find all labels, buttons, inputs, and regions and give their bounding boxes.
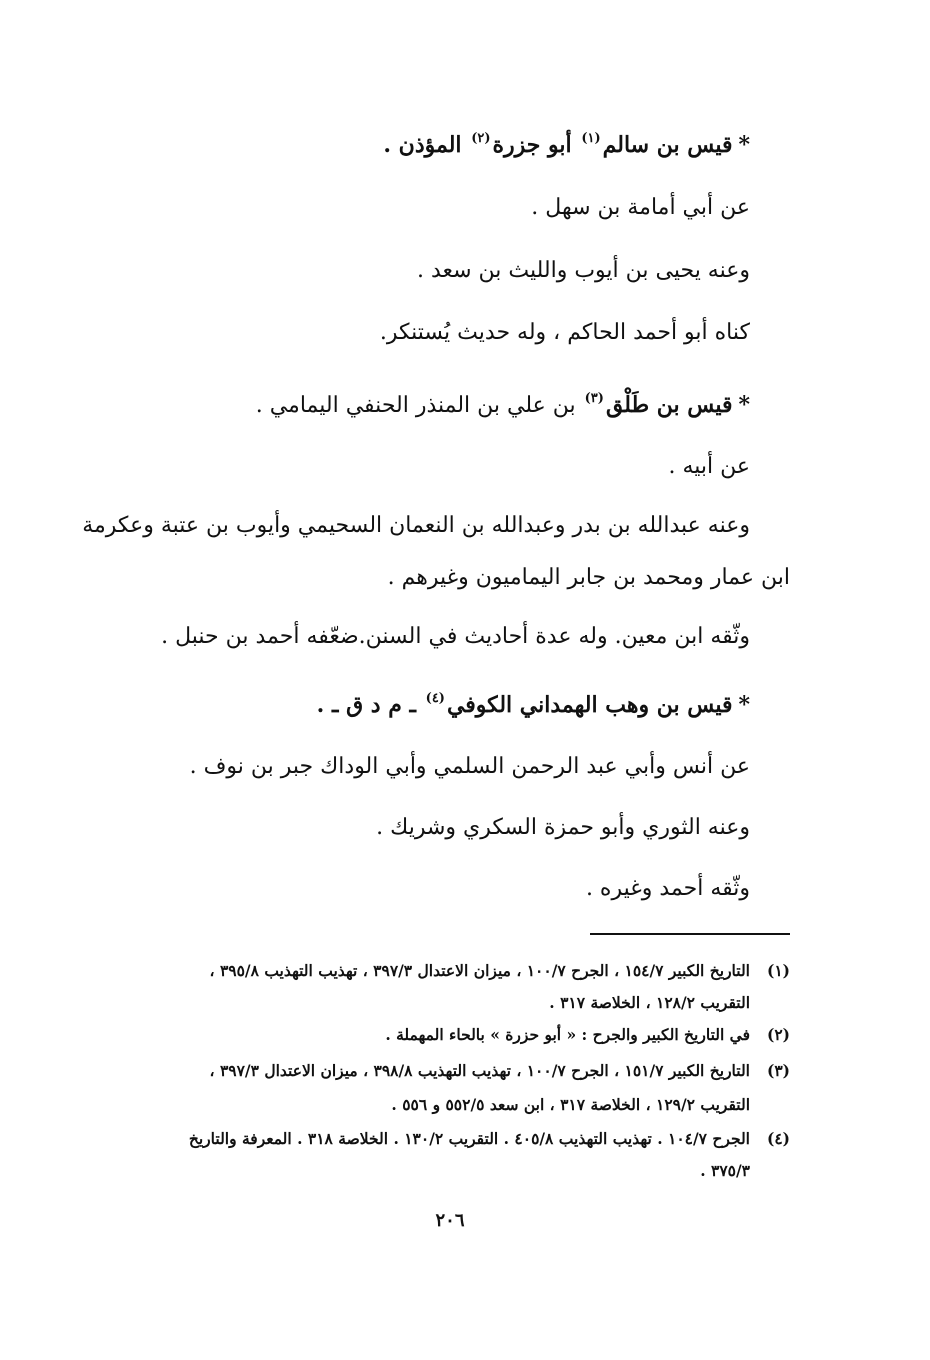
footnote-marker: (١) [581, 131, 601, 146]
text-run: عن أنس وأبي عبد الرحمن السلمي وأبي الوداك جبر بن نوف . [189, 754, 750, 779]
entry-star-marker: * [738, 692, 750, 718]
footnote-text: التقريب ١٢٨/٢ ، الخلاصة ٣١٧ . [549, 993, 750, 1012]
text-line [110, 256, 750, 286]
footnote-text: في التاريخ الكبير والجرح : « أبو حزرة » بالحاء المهملة . [385, 1025, 750, 1044]
text-run: أبو جزرة [492, 132, 580, 158]
text-run: قيس بن وهب الهمداني الكوفي [446, 692, 733, 718]
footnote-number: (٣) [766, 1061, 790, 1080]
footnote-marker: (٣) [584, 391, 604, 406]
text-run: المؤذن . [383, 132, 470, 158]
text-run: كناه أبو أحمد الحاكم ، وله حديث يُستنكر. [379, 320, 750, 345]
footnote-text: التاريخ الكبير ١٥١/٧ ، الجرح ١٠٠/٧ ، تهذيب التهذيب ٣٩٨/٨ ، ميزان الاعتدال ٣٩٧/٣ ، [209, 1061, 750, 1080]
text-run: وعنه عبدالله بن بدر وعبدالله بن النعمان السحيمي وأيوب بن عتبة وعكرمة [82, 513, 750, 538]
entry-qays-bin-salim-heading [110, 130, 750, 164]
text-line [110, 622, 750, 652]
text-line [110, 452, 750, 482]
text-run: وثّقه ابن معين. وله عدة أحاديث في السنن.ضعّفه أحمد بن حنبل . [161, 624, 750, 649]
text-run: ـ م د ق ـ . [316, 692, 424, 718]
text-line [82, 511, 750, 541]
text-line [110, 752, 750, 782]
text-line [150, 563, 790, 593]
entry-qays-bin-wahb-heading [110, 690, 750, 724]
footnote-text: التقريب ١٢٩/٢ ، الخلاصة ٣١٧ ، ابن سعد ٥٥٢/٥ و ٥٥٦ . [391, 1095, 750, 1114]
text-run: بن علي بن المنذر الحنفي اليمامي . [255, 393, 583, 418]
text-line [110, 318, 750, 348]
text-line [110, 193, 750, 223]
text-run: عن أبي أمامة بن سهل . [531, 195, 750, 220]
footnote-divider [590, 933, 790, 935]
footnote-marker: (٤) [425, 691, 445, 706]
entry-star-marker: * [738, 132, 750, 158]
text-run: وثّقه أحمد وغيره . [585, 876, 750, 901]
text-run: قيس بن طَلْق [605, 392, 733, 418]
page-number: ٢٠٦ [435, 1210, 465, 1231]
text-run: عن أبيه . [668, 454, 750, 479]
text-line [110, 874, 750, 904]
footnote-marker: (٢) [471, 131, 491, 146]
entry-qays-bin-talq-heading [110, 390, 750, 424]
footnote-number: (١) [766, 961, 790, 980]
text-line [110, 813, 750, 843]
entry-star-marker: * [738, 392, 750, 418]
text-run: وعنه الثوري وأبو حمزة السكري وشريك . [376, 815, 750, 840]
footnote-number: (٢) [766, 1025, 790, 1044]
text-run: وعنه يحيى بن أيوب والليث بن سعد . [416, 258, 750, 283]
footnote-text: ٣٧٥/٣ . [700, 1161, 750, 1180]
footnote-number: (٤) [766, 1129, 790, 1148]
text-run: قيس بن سالم [602, 132, 733, 158]
footnote-text: الجرح ١٠٤/٧ . تهذيب التهذيب ٤٠٥/٨ . التقريب ١٣٠/٢ . الخلاصة ٣١٨ . المعرفة والتاريخ [188, 1129, 750, 1148]
text-run: ابن عمار ومحمد بن جابر اليماميون وغيرهم . [387, 565, 790, 590]
footnote-text: التاريخ الكبير ١٥٤/٧ ، الجرح ١٠٠/٧ ، ميزان الاعتدال ٣٩٧/٣ ، تهذيب التهذيب ٣٩٥/٨ ، [209, 961, 750, 980]
